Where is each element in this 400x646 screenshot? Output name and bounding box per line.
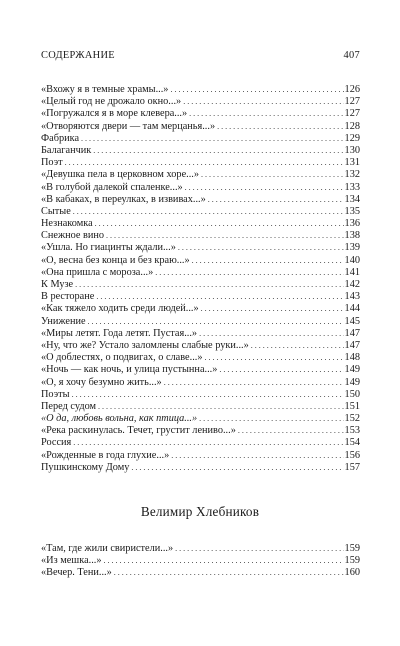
toc-entry (41, 133, 360, 145)
toc-entry-page: 126 (344, 84, 360, 95)
toc-entry-page: 147 (344, 339, 360, 351)
toc-entry-title: К Музе (41, 279, 74, 290)
toc-entry (41, 413, 360, 425)
toc-entry-title: Снежное вино (41, 230, 105, 242)
toc-entry (41, 377, 360, 389)
toc-entry (41, 121, 360, 133)
toc-entry-title: «Из мешка...» (41, 555, 102, 567)
toc-entry (41, 364, 360, 376)
toc-entry-page: 142 (344, 279, 360, 290)
toc-dot-leader (81, 133, 344, 145)
toc-entry-page: 131 (344, 157, 360, 169)
toc-entry-title: «Целый год не дрожало окно...» (41, 96, 182, 108)
toc-entry (41, 194, 360, 206)
toc-dot-leader (205, 352, 344, 364)
toc-entry (41, 328, 360, 340)
toc-entry-page: 135 (344, 205, 360, 217)
toc-entry (41, 352, 360, 364)
toc-entry-page: 133 (344, 181, 360, 193)
toc-entry-page: 130 (344, 144, 360, 156)
toc-entry-title: «О, я хочу безумно жить...» (41, 376, 162, 388)
toc-dot-leader (104, 555, 344, 567)
toc-entry-title: «В кабаках, в переулках, в извивах...» (41, 193, 206, 205)
toc-dot-leader (96, 291, 343, 303)
toc-entry-page: 148 (344, 352, 360, 364)
toc-entry-title: Пушкинскому Дому (41, 461, 130, 473)
toc-entry-page: 127 (344, 108, 360, 120)
toc-entry-page: 132 (344, 169, 360, 181)
toc-dot-leader (189, 108, 343, 120)
toc-entry-title: «Ночь — как ночь, и улица пустынна...» (41, 364, 218, 376)
toc-entry-page: 127 (344, 96, 360, 108)
toc-entry-page: 157 (344, 461, 360, 473)
toc-entry-title: «Там, где жили свиристели...» (41, 543, 174, 554)
toc-entry-title: «Рожденные в года глухие...» (41, 449, 170, 461)
toc-entry (41, 401, 360, 413)
toc-entry-title: «Миры летят. Года летят. Пустая...» (41, 327, 198, 339)
toc-entry (41, 108, 360, 120)
toc-dot-leader (251, 340, 344, 352)
toc-entry-page: 150 (344, 388, 360, 400)
toc-entry-page: 149 (344, 364, 360, 376)
toc-entry-title: «Ну, что же? Устало заломлены слабые руки...» (41, 339, 249, 351)
running-head-page-number: 407 (343, 50, 360, 61)
toc-entry (41, 96, 360, 108)
toc-dot-leader (238, 425, 344, 437)
toc-dot-leader (199, 413, 343, 425)
toc-dot-leader (171, 450, 343, 462)
toc-entry (41, 462, 360, 474)
running-head-title: СОДЕРЖАНИЕ (41, 50, 115, 61)
toc-entry-page: 134 (344, 193, 360, 205)
toc-dot-leader (170, 84, 343, 96)
toc-entry-title: В ресторане (41, 291, 95, 303)
toc-dot-leader (178, 242, 344, 254)
toc-entry (41, 157, 360, 169)
toc-entry-page: 154 (344, 437, 360, 449)
toc-entry-page: 145 (344, 315, 360, 327)
toc-entry-page: 156 (344, 449, 360, 461)
toc-entry-title: «Как тяжело ходить среди людей...» (41, 303, 199, 315)
toc-dot-leader (175, 543, 343, 555)
toc-entry (41, 182, 360, 194)
toc-entry-title: «Вхожу я в темные храмы...» (41, 84, 169, 95)
toc-entry (41, 218, 360, 230)
running-head (41, 50, 360, 64)
toc-entry-page: 160 (344, 567, 360, 579)
toc-entry-title: «О, весна без конца и без краю...» (41, 254, 190, 266)
toc-dot-leader (164, 377, 344, 389)
toc-entry (41, 291, 360, 303)
toc-entry (41, 230, 360, 242)
toc-dot-leader (201, 303, 344, 315)
toc-entry-title: «Река раскинулась. Течет, грустит лениво...» (41, 425, 236, 437)
toc-entry-title: Фабрика (41, 132, 80, 144)
toc-entry-page: 147 (344, 327, 360, 339)
toc-entry (41, 543, 360, 555)
toc-entry (41, 84, 360, 96)
toc-dot-leader (72, 389, 344, 401)
toc-entry-page: 159 (344, 555, 360, 567)
toc-entry (41, 279, 360, 291)
toc-entry-page: 140 (344, 254, 360, 266)
toc-dot-leader (95, 218, 344, 230)
toc-entry (41, 316, 360, 328)
toc-entry (41, 555, 360, 567)
toc-dot-leader (219, 364, 343, 376)
toc-dot-leader (114, 567, 344, 579)
toc-entry-title: «О доблестях, о подвигах, о славе...» (41, 352, 203, 364)
section-author-heading: Велимир Хлебников (140, 504, 260, 519)
toc-dot-leader (192, 255, 344, 267)
toc-dot-leader (75, 279, 343, 291)
toc-entry (41, 169, 360, 181)
toc-entry (41, 206, 360, 218)
toc-entry-title: «Вечер. Тени...» (41, 567, 112, 579)
toc-entry-title: Россия (41, 437, 72, 449)
toc-dot-leader (185, 182, 344, 194)
toc-entry-title: Незнакомка (41, 218, 93, 230)
toc-entry-title: Балаганчик (41, 144, 92, 156)
toc-entry-title: «Ушла. Но гиацинты ждали...» (41, 242, 176, 254)
toc-entry-page: 143 (344, 291, 360, 303)
toc-entry-page: 149 (344, 376, 360, 388)
toc-entry-page: 159 (344, 543, 360, 554)
toc-entry-title: Унижение (41, 315, 86, 327)
toc-entry (41, 303, 360, 315)
toc-entry (41, 389, 360, 401)
toc-entry-page: 151 (344, 400, 360, 412)
toc-entry-title: «Девушка пела в церковном хоре...» (41, 169, 200, 181)
toc-dot-leader (73, 437, 343, 449)
toc-dot-leader (106, 230, 344, 242)
toc-dot-leader (88, 316, 344, 328)
toc-entry-page: 136 (344, 218, 360, 230)
toc-entry (41, 145, 360, 157)
toc-dot-leader (65, 157, 344, 169)
toc-entry (41, 267, 360, 279)
toc-entry-page: 138 (344, 230, 360, 242)
table-of-contents (41, 84, 360, 474)
table-of-contents-section (41, 543, 360, 580)
toc-entry-title: Сытые (41, 205, 71, 217)
toc-entry-title: «Погружался я в море клевера...» (41, 108, 188, 120)
toc-dot-leader (183, 96, 343, 108)
toc-entry-page: 153 (344, 425, 360, 437)
toc-entry (41, 242, 360, 254)
toc-dot-leader (201, 169, 344, 181)
toc-entry-page: 139 (344, 242, 360, 254)
toc-entry (41, 255, 360, 267)
toc-entry (41, 437, 360, 449)
toc-entry-title: Поэт (41, 157, 63, 169)
toc-entry-page: 141 (344, 266, 360, 278)
toc-entry-title: «В голубой далекой спаленке...» (41, 181, 183, 193)
toc-entry-page: 144 (344, 303, 360, 315)
toc-entry-title: «Она пришла с мороза...» (41, 266, 154, 278)
toc-entry-title: «Отворяются двери — там мерцанья...» (41, 120, 216, 132)
toc-entry-title: «О да, любовь вольна, как птица...» (41, 413, 198, 425)
toc-dot-leader (208, 194, 344, 206)
toc-entry-page: 152 (344, 413, 360, 425)
toc-dot-leader (131, 462, 343, 474)
toc-dot-leader (73, 206, 344, 218)
toc-dot-leader (98, 401, 344, 413)
toc-entry-title: Перед судом (41, 400, 97, 412)
toc-entry-page: 129 (344, 132, 360, 144)
toc-dot-leader (199, 328, 343, 340)
toc-entry (41, 567, 360, 579)
toc-entry-title: Поэты (41, 388, 70, 400)
toc-entry (41, 340, 360, 352)
toc-dot-leader (93, 145, 343, 157)
toc-dot-leader (155, 267, 343, 279)
toc-entry (41, 450, 360, 462)
toc-entry (41, 425, 360, 437)
toc-dot-leader (217, 121, 343, 133)
toc-entry-page: 128 (344, 120, 360, 132)
